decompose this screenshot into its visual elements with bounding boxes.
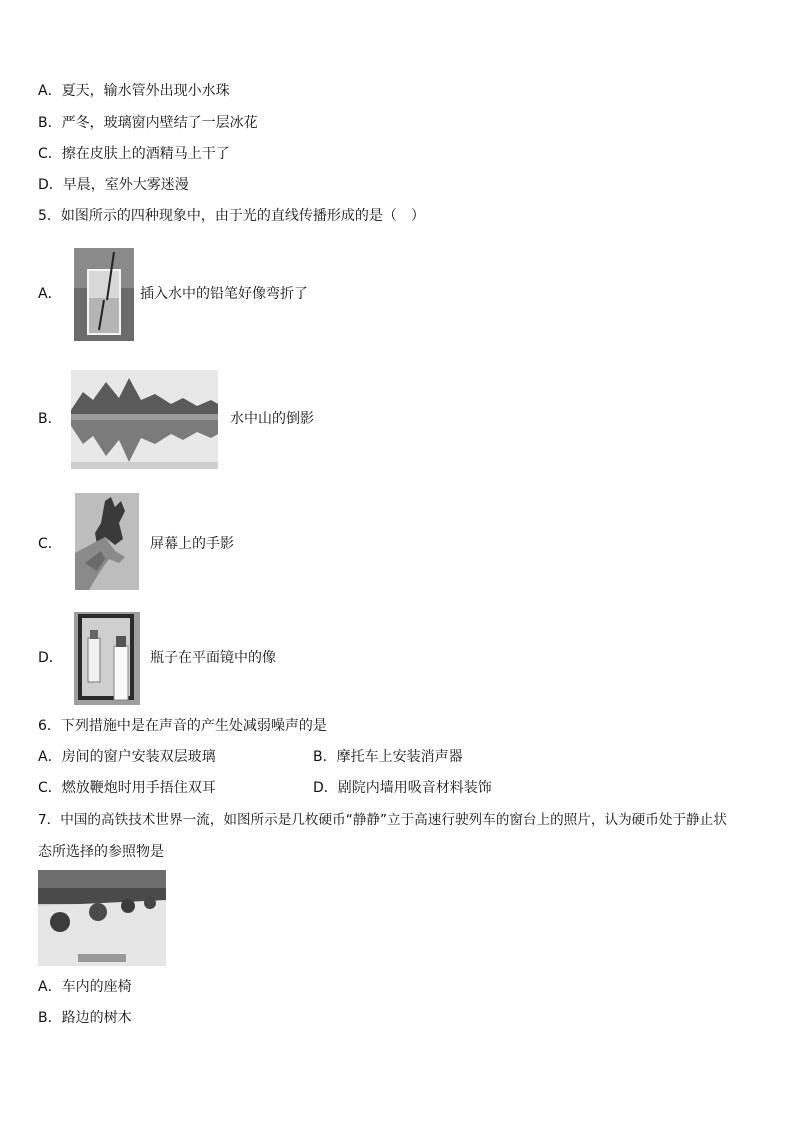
q4-option-a: A．夏天，输水管外出现小水珠 [38, 83, 230, 99]
q5-option-a-letter: A． [38, 286, 62, 302]
q6-option-b: B．摩托车上安装消声器 [313, 749, 463, 765]
q5-option-b-caption: 水中山的倒影 [230, 411, 314, 427]
q5-stem: 5．如图所示的四种现象中，由于光的直线传播形成的是（ ） [38, 208, 425, 224]
q5-option-d-caption: 瓶子在平面镜中的像 [150, 650, 276, 666]
q7-stem-line1: 7．中国的高铁技术世界一流，如图所示是几枚硬币“静静”立于高速行驶列车的窗台上的照片，认为硬币处于静止状 [38, 812, 727, 828]
q5-option-d-letter: D． [38, 650, 63, 666]
q5-option-c-caption: 屏幕上的手影 [150, 536, 234, 552]
q7-option-b: B．路边的树木 [38, 1010, 132, 1026]
q6-stem: 6．下列措施中是在声音的产生处减弱噪声的是 [38, 718, 327, 734]
q4-option-d: D．早晨，室外大雾迷漫 [38, 177, 189, 193]
bottle-mirror-photo [74, 612, 140, 705]
q4-option-b: B．严冬，玻璃窗内壁结了一层冰花 [38, 115, 258, 131]
q6-option-d: D．剧院内墙用吸音材料装饰 [313, 780, 492, 796]
coins-on-train-windowsill-photo [38, 870, 166, 966]
mountain-reflection-photo [71, 370, 218, 469]
q6-option-c: C．燃放鞭炮时用手捂住双耳 [38, 780, 216, 796]
q5-option-b-letter: B． [38, 411, 62, 427]
q7-stem-line2: 态所选择的参照物是 [38, 844, 164, 860]
pencil-in-water-photo [74, 248, 134, 341]
q5-option-a-caption: 插入水中的铅笔好像弯折了 [140, 286, 308, 302]
hand-shadow-photo [75, 493, 139, 590]
q4-option-c: C．擦在皮肤上的酒精马上干了 [38, 146, 230, 162]
q7-option-a: A．车内的座椅 [38, 979, 132, 995]
q6-option-a: A．房间的窗户安装双层玻璃 [38, 749, 216, 765]
q5-option-c-letter: C． [38, 536, 62, 552]
